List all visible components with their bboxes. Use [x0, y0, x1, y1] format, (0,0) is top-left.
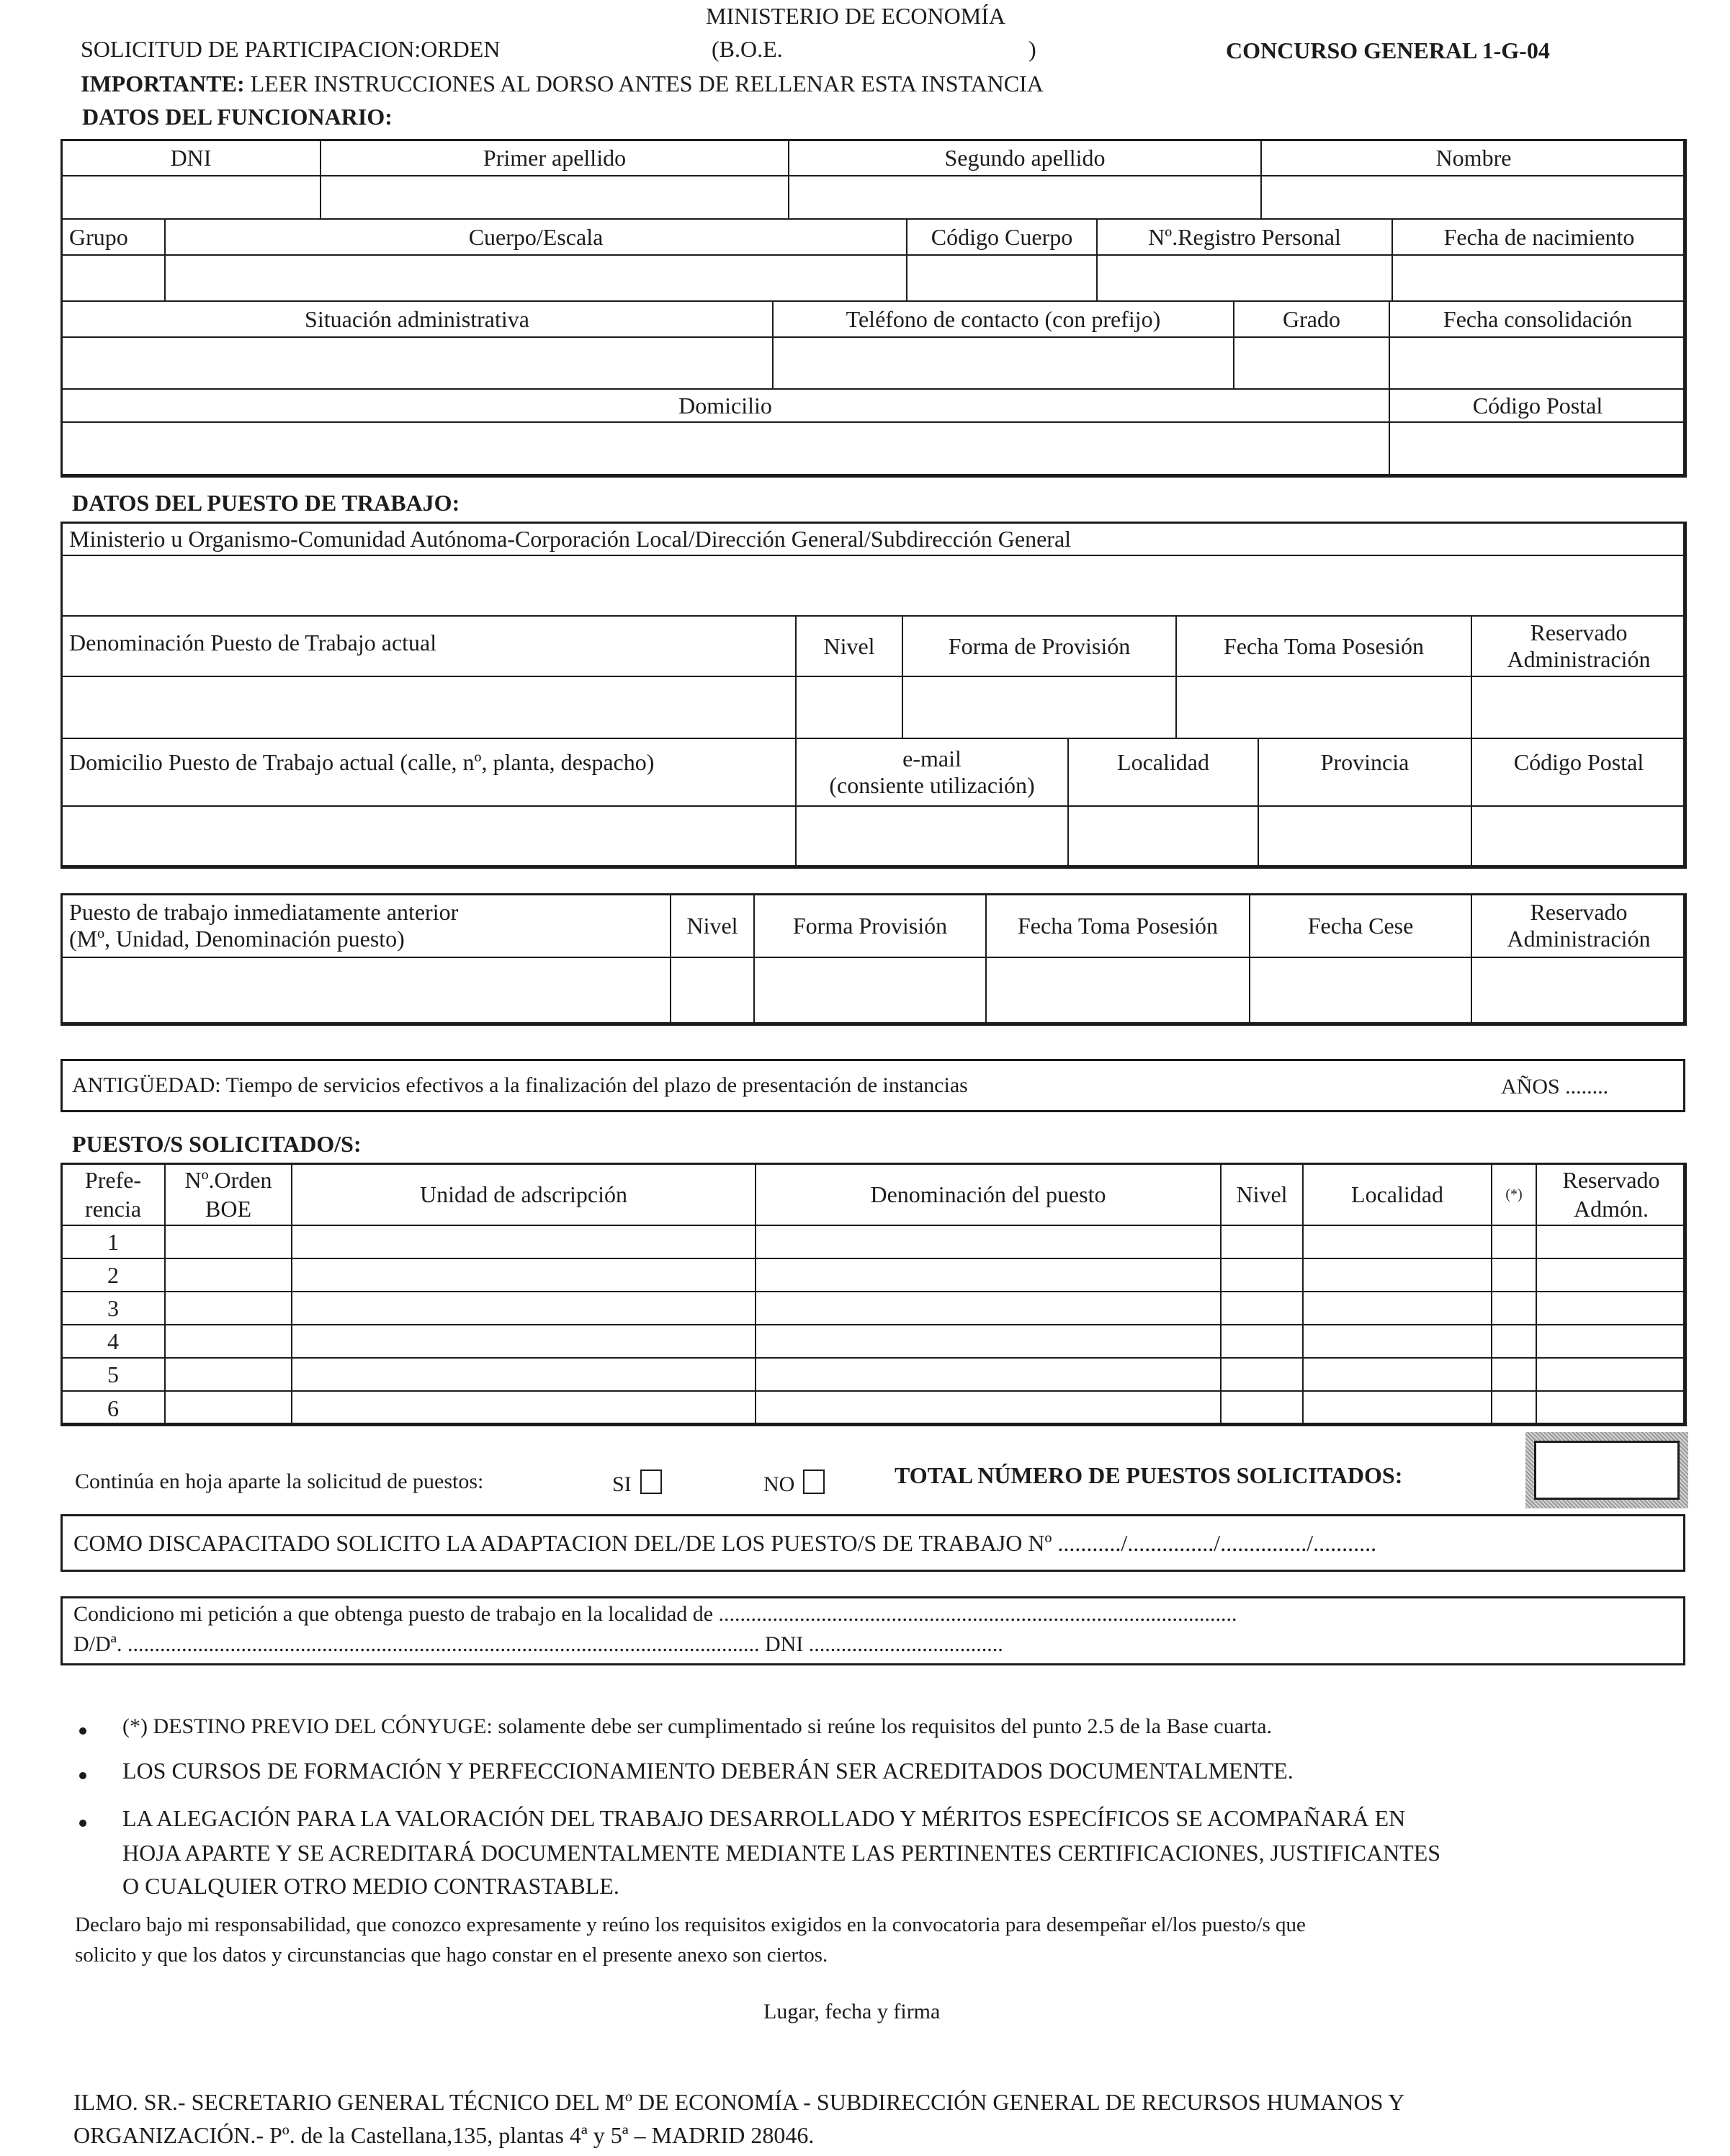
- unidad-cell[interactable]: [292, 1391, 756, 1426]
- anterior-fecha-toma-field[interactable]: [986, 957, 1250, 1025]
- nombre-header: Nombre: [1261, 140, 1686, 176]
- nivel-cell[interactable]: [1221, 1225, 1303, 1258]
- table-row: [61, 1258, 1686, 1292]
- importante-text: LEER INSTRUCCIONES AL DORSO ANTES DE RELLENAR ESTA INSTANCIA: [250, 71, 1044, 97]
- puesto-row2: [60, 615, 1687, 739]
- orden-cell[interactable]: [165, 1258, 292, 1292]
- situacion-header: Situación administrativa: [61, 301, 773, 337]
- reservado-admon-line2: Admón.: [1574, 1196, 1649, 1222]
- row-number: 4: [61, 1325, 165, 1358]
- footer-line1: ILMO. SR.- SECRETARIO GENERAL TÉCNICO DEL Mº DE ECONOMÍA - SUBDIRECCIÓN GENERAL DE RECURSOS HUMANOS Y: [73, 2089, 1405, 2115]
- fecha-nacimiento-header: Fecha de nacimiento: [1392, 219, 1686, 255]
- solicitados-table: [60, 1163, 1687, 1426]
- primer-apellido-header: Primer apellido: [321, 140, 789, 176]
- codigo-postal-puesto-field[interactable]: [1471, 806, 1686, 868]
- nivel-cell[interactable]: [1221, 1391, 1303, 1426]
- reservado-admon-line1: Reservado: [1562, 1167, 1660, 1193]
- boe-open: (B.O.E.: [712, 36, 783, 62]
- row-number: 2: [61, 1258, 165, 1292]
- anterior-fecha-toma-header: Fecha Toma Posesión: [986, 894, 1250, 957]
- condiciono-line1[interactable]: Condiciono mi petición a que obtenga puesto de trabajo en la localidad de ................................................................................................: [73, 1602, 1237, 1626]
- row-number: 5: [61, 1358, 165, 1391]
- funcionario-row1: [60, 139, 1687, 220]
- table-row: [61, 1292, 1686, 1325]
- domicilio-puesto-header: Domicilio Puesto de Trabajo actual (calle, nº, planta, despacho): [61, 738, 796, 806]
- email-line2: (consiente utilización): [829, 772, 1035, 798]
- si-option[interactable]: [612, 1470, 662, 1497]
- importante-line: [81, 71, 1044, 97]
- solicitud-label: SOLICITUD DE PARTICIPACION:ORDEN: [81, 36, 501, 62]
- ministerio-field[interactable]: [61, 555, 1686, 616]
- reservado-header: [1471, 616, 1686, 676]
- no-option[interactable]: [763, 1470, 825, 1497]
- asterisco-cell[interactable]: [1492, 1225, 1536, 1258]
- orden-cell[interactable]: [165, 1292, 292, 1325]
- codigo-postal-field[interactable]: [1389, 422, 1686, 477]
- segundo-apellido-header: Segundo apellido: [789, 140, 1261, 176]
- cuerpo-escala-field[interactable]: [165, 255, 907, 301]
- table-row: [61, 1358, 1686, 1391]
- antiguedad-line: [72, 1073, 968, 1098]
- bullet-text-1: (*) DESTINO PREVIO DEL CÓNYUGE: solamente debe ser cumplimentado si reúne los requisitos del punto 2.5 de la Base cuarta.: [122, 1714, 1273, 1738]
- primer-apellido-field[interactable]: [321, 176, 789, 219]
- total-label: TOTAL NÚMERO DE PUESTOS SOLICITADOS:: [895, 1462, 1403, 1488]
- reservado-cell: [1536, 1225, 1686, 1258]
- bullet-text-3b: HOJA APARTE Y SE ACREDITARÁ DOCUMENTALMENTE MEDIANTE LAS PERTINENTES CERTIFICACIONES, JUSTIFICANTES: [122, 1840, 1441, 1866]
- table-row: [61, 1225, 1686, 1258]
- email-line1: e-mail: [902, 746, 962, 771]
- anterior-forma-field[interactable]: [754, 957, 986, 1025]
- denominacion-cell[interactable]: [756, 1391, 1221, 1426]
- reservado-line2: Administración: [1507, 646, 1651, 672]
- asterisco-cell[interactable]: [1492, 1292, 1536, 1325]
- grupo-header: Grupo: [61, 219, 165, 255]
- anterior-header: [61, 894, 671, 957]
- orden-cell[interactable]: [165, 1325, 292, 1358]
- registro-personal-field[interactable]: [1097, 255, 1392, 301]
- asterisco-cell[interactable]: [1492, 1325, 1536, 1358]
- anterior-table: [60, 893, 1687, 1026]
- localidad-cell[interactable]: [1303, 1258, 1492, 1292]
- forma-provision-field[interactable]: [902, 676, 1176, 738]
- funcionario-row3: [60, 300, 1687, 390]
- antiguedad-anos[interactable]: AÑOS ........: [1501, 1075, 1609, 1099]
- discapacitado-text[interactable]: COMO DISCAPACITADO SOLICITO LA ADAPTACION DEL/DE LOS PUESTO/S DE TRABAJO Nº .........../.............../.............../...........: [73, 1530, 1377, 1556]
- puesto-row3: [60, 738, 1687, 869]
- denominacion-cell[interactable]: [756, 1325, 1221, 1358]
- anterior-field[interactable]: [61, 957, 671, 1025]
- importante-label: IMPORTANTE:: [81, 71, 245, 97]
- denominacion-header: Denominación Puesto de Trabajo actual: [61, 616, 796, 676]
- denominacion-cell[interactable]: [756, 1358, 1221, 1391]
- footer-line2: ORGANIZACIÓN.- Pº. de la Castellana,135, plantas 4ª y 5ª – MADRID 28046.: [73, 2122, 815, 2148]
- condiciono-line2[interactable]: D/Dª. ..................................................................................................................... DNI ....................................: [73, 1632, 1003, 1656]
- preferencia-header: [61, 1163, 165, 1225]
- anterior-reservado-line2: Administración: [1507, 926, 1651, 952]
- unidad-cell[interactable]: [292, 1292, 756, 1325]
- situacion-field[interactable]: [61, 337, 773, 389]
- denominacion-field[interactable]: [61, 676, 796, 738]
- anterior-reservado-field: [1471, 957, 1686, 1025]
- row-number: 1: [61, 1225, 165, 1258]
- funcionario-row2: [60, 218, 1687, 302]
- denominacion-puesto-header: Denominación del puesto: [756, 1163, 1221, 1225]
- puesto-trabajo-title: DATOS DEL PUESTO DE TRABAJO:: [72, 490, 460, 516]
- solicitados-nivel-header: Nivel: [1221, 1163, 1303, 1225]
- bullet-text-3c: O CUALQUIER OTRO MEDIO CONTRASTABLE.: [122, 1873, 619, 1899]
- orden-line1: Nº.Orden: [184, 1167, 272, 1193]
- email-field[interactable]: [796, 806, 1068, 868]
- unidad-cell[interactable]: [292, 1325, 756, 1358]
- bullet-icon: [79, 1727, 86, 1735]
- nivel-cell[interactable]: [1221, 1258, 1303, 1292]
- dni-field[interactable]: [61, 176, 321, 219]
- solicitados-localidad-header: Localidad: [1303, 1163, 1492, 1225]
- ministry-title: MINISTERIO DE ECONOMÍA: [706, 3, 1005, 29]
- localidad-cell[interactable]: [1303, 1325, 1492, 1358]
- anterior-fecha-cese-field[interactable]: [1250, 957, 1471, 1025]
- si-label: SI: [612, 1472, 632, 1496]
- declaro-line1: Declaro bajo mi responsabilidad, que conozco expresamente y reúno los requisitos exigidos en la convocatoria para desempeñar el/los puesto/s que: [75, 1913, 1306, 1936]
- localidad-cell[interactable]: [1303, 1391, 1492, 1426]
- fecha-toma-field[interactable]: [1176, 676, 1471, 738]
- anterior-reservado-header: [1471, 894, 1686, 957]
- fecha-consolidacion-field[interactable]: [1389, 337, 1686, 389]
- anterior-line2: (Mº, Unidad, Denominación puesto): [69, 926, 405, 952]
- codigo-postal-puesto-header: Código Postal: [1471, 738, 1686, 806]
- localidad-cell[interactable]: [1303, 1292, 1492, 1325]
- orden-line2: BOE: [205, 1196, 251, 1222]
- anterior-line1: Puesto de trabajo inmediatamente anterior: [69, 899, 459, 925]
- reservado-cell: [1536, 1258, 1686, 1292]
- reservado-cell: [1536, 1358, 1686, 1391]
- unidad-cell[interactable]: [292, 1258, 756, 1292]
- no-checkbox[interactable]: [803, 1470, 825, 1494]
- cuerpo-escala-header: Cuerpo/Escala: [165, 219, 907, 255]
- continua-text: Continúa en hoja aparte la solicitud de puestos:: [75, 1470, 484, 1493]
- registro-personal-header: Nº.Registro Personal: [1097, 219, 1392, 255]
- fecha-nacimiento-field[interactable]: [1392, 255, 1686, 301]
- reservado-cell: [1536, 1391, 1686, 1426]
- reservado-line1: Reservado: [1530, 619, 1628, 645]
- bullet-text-2: LOS CURSOS DE FORMACIÓN Y PERFECCIONAMIENTO DEBERÁN SER ACREDITADOS DOCUMENTALMENTE.: [122, 1758, 1294, 1784]
- unidad-cell[interactable]: [292, 1358, 756, 1391]
- row-number: 6: [61, 1391, 165, 1426]
- nivel-cell[interactable]: [1221, 1358, 1303, 1391]
- fecha-consolidacion-header: Fecha consolidación: [1389, 301, 1686, 337]
- asterisco-cell[interactable]: [1492, 1358, 1536, 1391]
- ministerio-header: Ministerio u Organismo-Comunidad Autónoma-Corporación Local/Dirección General/Subdirección General: [61, 522, 1686, 555]
- localidad-cell[interactable]: [1303, 1225, 1492, 1258]
- codigo-postal-header: Código Postal: [1389, 389, 1686, 422]
- declaro-line2: solicito y que los datos y circunstancias que hago constar en el presente anexo son ciertos.: [75, 1943, 828, 1967]
- table-row: [61, 1391, 1686, 1426]
- telefono-field[interactable]: [773, 337, 1234, 389]
- orden-cell[interactable]: [165, 1358, 292, 1391]
- total-field[interactable]: [1534, 1441, 1680, 1500]
- provincia-field[interactable]: [1258, 806, 1471, 868]
- orden-cell[interactable]: [165, 1225, 292, 1258]
- denominacion-cell[interactable]: [756, 1258, 1221, 1292]
- preferencia-line2: rencia: [84, 1196, 142, 1222]
- grupo-field[interactable]: [61, 255, 165, 301]
- reservado-admon-header: [1536, 1163, 1686, 1225]
- total-field-frame: [1525, 1432, 1688, 1508]
- codigo-cuerpo-field[interactable]: [907, 255, 1097, 301]
- nivel-cell[interactable]: [1221, 1292, 1303, 1325]
- domicilio-header: Domicilio: [61, 389, 1389, 422]
- unidad-cell[interactable]: [292, 1225, 756, 1258]
- nombre-field[interactable]: [1261, 176, 1686, 219]
- puesto-row1: [60, 522, 1687, 617]
- domicilio-field[interactable]: [61, 422, 1389, 477]
- row-number: 3: [61, 1292, 165, 1325]
- email-header: [796, 738, 1068, 806]
- anterior-nivel-header: Nivel: [671, 894, 754, 957]
- telefono-header: Teléfono de contacto (con prefijo): [773, 301, 1234, 337]
- dni-header: DNI: [61, 140, 321, 176]
- reservado-field: [1471, 676, 1686, 738]
- grado-field[interactable]: [1234, 337, 1389, 389]
- anterior-reservado-line1: Reservado: [1530, 899, 1628, 925]
- bullet-text-3a: LA ALEGACIÓN PARA LA VALORACIÓN DEL TRABAJO DESARROLLADO Y MÉRITOS ESPECÍFICOS SE ACOMPAÑARÁ EN: [122, 1805, 1406, 1831]
- bullet-icon: [79, 1820, 86, 1827]
- orden-cell[interactable]: [165, 1391, 292, 1426]
- reservado-cell: [1536, 1325, 1686, 1358]
- antiguedad-text: Tiempo de servicios efectivos a la finalización del plazo de presentación de instancias: [225, 1073, 968, 1097]
- boe-close: ): [1028, 36, 1036, 62]
- orden-header: [165, 1163, 292, 1225]
- reservado-cell: [1536, 1292, 1686, 1325]
- funcionario-row4: [60, 388, 1687, 478]
- anterior-nivel-field[interactable]: [671, 957, 754, 1025]
- si-checkbox[interactable]: [640, 1470, 662, 1494]
- forma-provision-header: Forma de Provisión: [902, 616, 1176, 676]
- segundo-apellido-field[interactable]: [789, 176, 1261, 219]
- antiguedad-label: ANTIGÜEDAD:: [72, 1073, 221, 1097]
- nivel-header: Nivel: [796, 616, 902, 676]
- bullet-icon: [79, 1772, 86, 1779]
- denominacion-cell[interactable]: [756, 1225, 1221, 1258]
- domicilio-puesto-field[interactable]: [61, 806, 796, 868]
- unidad-header: Unidad de adscripción: [292, 1163, 756, 1225]
- nivel-cell[interactable]: [1221, 1325, 1303, 1358]
- concurso-label: CONCURSO GENERAL 1-G-04: [1226, 37, 1550, 63]
- funcionario-title: DATOS DEL FUNCIONARIO:: [82, 104, 393, 130]
- anterior-fecha-cese-header: Fecha Cese: [1250, 894, 1471, 957]
- grado-header: Grado: [1234, 301, 1389, 337]
- asterisco-header: (*): [1492, 1163, 1536, 1225]
- localidad-field[interactable]: [1068, 806, 1258, 868]
- codigo-cuerpo-header: Código Cuerpo: [907, 219, 1097, 255]
- solicitados-title: PUESTO/S SOLICITADO/S:: [72, 1131, 362, 1157]
- nivel-field[interactable]: [796, 676, 902, 738]
- preferencia-line1: Prefe-: [84, 1167, 142, 1193]
- localidad-cell[interactable]: [1303, 1358, 1492, 1391]
- localidad-header: Localidad: [1068, 738, 1258, 806]
- no-label: NO: [763, 1472, 795, 1496]
- denominacion-cell[interactable]: [756, 1292, 1221, 1325]
- table-row: [61, 1325, 1686, 1358]
- asterisco-cell[interactable]: [1492, 1258, 1536, 1292]
- anterior-forma-header: Forma Provisión: [754, 894, 986, 957]
- asterisco-cell[interactable]: [1492, 1391, 1536, 1426]
- lugar-fecha-firma: Lugar, fecha y firma: [763, 2000, 941, 2023]
- fecha-toma-header: Fecha Toma Posesión: [1176, 616, 1471, 676]
- provincia-header: Provincia: [1258, 738, 1471, 806]
